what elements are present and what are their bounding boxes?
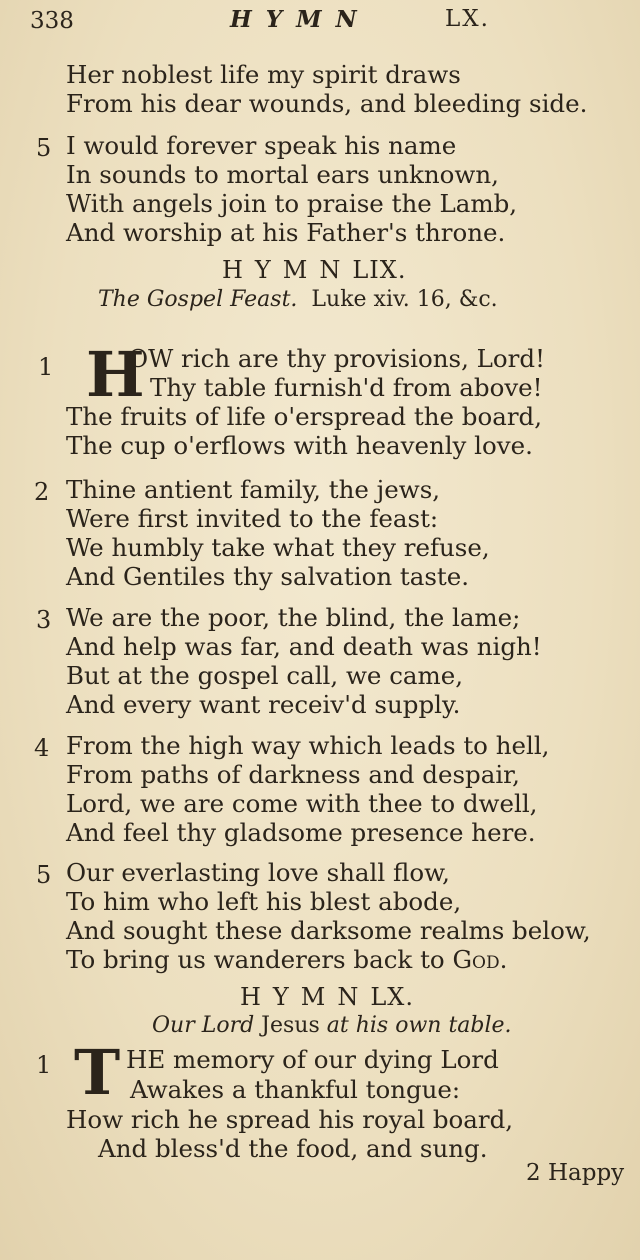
running-header <box>30 6 490 40</box>
verse-line: Lord, we are come with thee to dwell, <box>66 789 538 818</box>
verse-line: And help was far, and death was nigh! <box>66 632 542 661</box>
verse-line: Our everlasting love shall flow, <box>66 858 450 887</box>
stanza-number: 3 <box>36 606 52 634</box>
stanza-number: 5 <box>36 861 52 889</box>
running-title: HYMN <box>230 6 371 33</box>
drop-cap: T <box>74 1036 121 1109</box>
drop-cap: H <box>86 338 145 411</box>
verse-line: And worship at his Father's throne. <box>66 218 506 247</box>
catchword: 2 Happy <box>526 1160 625 1186</box>
verse-line: Thine antient family, the jews, <box>66 475 441 504</box>
verse-line: From paths of darkness and despair, <box>66 760 520 789</box>
verse-line: The fruits of life o'erspread the board, <box>66 402 543 431</box>
verse-line: The cup o'erflows with heavenly love. <box>66 431 533 460</box>
hymn-59-subtitle: The Gospel Feast. Luke xiv. 16, &c. <box>98 287 498 312</box>
verse-line: We humbly take what they refuse, <box>66 533 490 562</box>
verse-line: And feel thy gladsome presence here. <box>66 818 536 847</box>
verse-line: But at the gospel call, we came, <box>66 661 464 690</box>
stanza-number: 2 <box>34 478 50 506</box>
stanza-number: 4 <box>34 734 50 762</box>
verse-line: And Gentiles thy salvation taste. <box>66 562 470 591</box>
god-smallcaps: God. <box>452 945 508 974</box>
verse-line: We are the poor, the blind, the lame; <box>66 603 521 632</box>
verse-line: HE memory of our dying Lord <box>126 1045 499 1074</box>
hymn-60-subtitle: Our Lord Jesus at his own table. <box>152 1013 512 1038</box>
verse-line: How rich he spread his royal board, <box>66 1105 514 1134</box>
page-number: 338 <box>30 8 74 34</box>
verse-line: And every want receiv'd supply. <box>66 690 461 719</box>
verse-line: From his dear wounds, and bleeding side. <box>66 89 588 118</box>
stanza-number: 1 <box>36 1051 52 1079</box>
verse-line: In sounds to mortal ears unknown, <box>66 160 499 189</box>
verse-line: Her noblest life my spirit draws <box>66 60 461 89</box>
verse-line: And bless'd the food, and sung. <box>98 1134 488 1163</box>
verse-line: To bring us wanderers back to God. <box>66 945 508 974</box>
hymn-60-title: HYMNLX. <box>240 983 415 1011</box>
stanza-number: 1 <box>38 353 54 381</box>
header-hymn-number: LX. <box>445 6 490 32</box>
verse-line: Thy table furnish'd from above! <box>150 373 543 402</box>
verse-line: And sought these darksome realms below, <box>66 916 591 945</box>
verse-line: From the high way which leads to hell, <box>66 731 550 760</box>
verse-line: Awakes a thankful tongue: <box>130 1075 461 1104</box>
verse-line: I would forever speak his name <box>66 131 457 160</box>
hymn-59-title: HYMNLIX. <box>222 256 407 284</box>
verse-line: To him who left his blest abode, <box>66 887 462 916</box>
verse-line: OW rich are thy provisions, Lord! <box>128 344 545 373</box>
stanza-number: 5 <box>36 134 52 162</box>
verse-line: With angels join to praise the Lamb, <box>66 189 518 218</box>
verse-line: Were first invited to the feast: <box>66 504 439 533</box>
